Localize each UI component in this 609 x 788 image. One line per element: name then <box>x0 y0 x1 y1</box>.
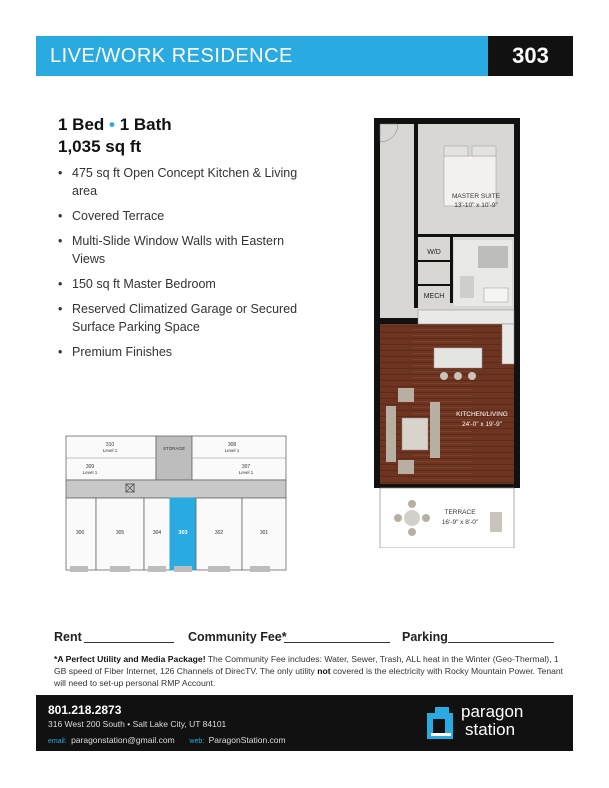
unit-308-level: Level 1 <box>224 448 240 453</box>
bed-bath <box>58 114 338 136</box>
terrace-label: TERRACE <box>444 509 476 516</box>
logo-line-2: station <box>465 720 516 739</box>
site-plan <box>60 430 292 576</box>
logo-line-1: paragon <box>461 702 524 721</box>
baths: 1 Bath <box>119 115 172 134</box>
spec-separator: • <box>109 115 115 134</box>
utility-note <box>54 653 564 689</box>
unit-303-label: 303 <box>178 530 188 536</box>
master-suite-label: MASTER SUITE <box>451 193 501 200</box>
unit-305-label: 305 <box>115 530 125 536</box>
kitchen-living-label: KITCHEN/LIVING <box>456 411 508 418</box>
feature-item: • Reserved Climatized Garage or Secured Surface Parking Space <box>58 300 298 336</box>
rent-label: Rent <box>54 630 82 644</box>
unit-308-label: 308 <box>227 442 237 448</box>
header-bar <box>36 36 573 76</box>
square-footage: 1,035 sq ft <box>58 137 142 156</box>
contact-line <box>48 735 286 745</box>
community-fee-label: Community Fee* <box>188 630 287 644</box>
master-suite-dims: 13'-10" x 10'-9" <box>454 202 498 209</box>
storage-label: STORAGE <box>163 446 185 451</box>
unit-307-level: Level 1 <box>238 470 254 475</box>
unit-number: 303 <box>488 36 573 76</box>
logo-wordmark <box>461 703 523 739</box>
phone-number[interactable]: 801.218.2873 <box>48 703 122 717</box>
footer <box>36 695 573 751</box>
wd-label: W/D <box>427 249 441 256</box>
page-title: LIVE/WORK RESIDENCE <box>36 36 488 76</box>
kitchen-living-dims: 24'-0" x 19'-9" <box>462 421 502 428</box>
feature-item: • Multi-Slide Window Walls with Eastern Views <box>58 232 298 268</box>
feature-list <box>58 164 298 368</box>
mech-label: MECH <box>423 293 445 300</box>
feature-item: • Premium Finishes <box>58 343 298 361</box>
fill-in-fields <box>54 630 554 646</box>
unit-306-label: 306 <box>75 530 85 536</box>
web-link[interactable]: ParagonStation.com <box>208 735 286 745</box>
note-text-1: The Community Fee includes: Water, Sewer, Trash, ALL heat in the Winter (Geo-Thermal), 1 GB speed of Fiber Internet, 126 Channels of DirecTV. The only utility <box>54 654 559 676</box>
unit-301-label: 301 <box>259 530 269 536</box>
web-label: web: <box>189 738 205 745</box>
parking-label: Parking <box>402 630 448 644</box>
email-link[interactable]: paragonstation@gmail.com <box>71 735 175 745</box>
unit-304-label: 304 <box>152 530 162 536</box>
note-lead: *A Perfect Utility and Media Package! <box>54 654 206 664</box>
unit-310-label: 310 <box>105 442 115 448</box>
feature-item: • 475 sq ft Open Concept Kitchen & Living area <box>58 164 298 200</box>
community-fee-line <box>284 642 390 643</box>
feature-item: • 150 sq ft Master Bedroom <box>58 275 298 293</box>
note-text-2: covered is the electricity with Rocky Mountain Power. Tenant will need to set-up personal RMP Account. <box>54 666 564 688</box>
paragon-station-logo <box>425 701 565 745</box>
note-not: not <box>317 666 331 676</box>
logo-mark-icon <box>425 703 457 743</box>
unit-309-label: 309 <box>85 464 95 470</box>
unit-307-label: 307 <box>241 464 251 470</box>
unit-310-level: Level 1 <box>102 448 118 453</box>
floor-plan <box>372 116 522 548</box>
email-label: email: <box>48 738 67 745</box>
feature-item: • Covered Terrace <box>58 207 298 225</box>
parking-line <box>448 642 554 643</box>
address: 316 West 200 South • Salt Lake City, UT 84101 <box>48 719 227 729</box>
beds: 1 Bed <box>58 115 105 134</box>
rent-line <box>84 642 174 643</box>
unit-302-label: 302 <box>214 530 224 536</box>
terrace-dims: 16'-9" x 8'-0" <box>441 519 479 526</box>
unit-specs <box>58 114 338 158</box>
unit-309-level: Level 1 <box>82 470 98 475</box>
